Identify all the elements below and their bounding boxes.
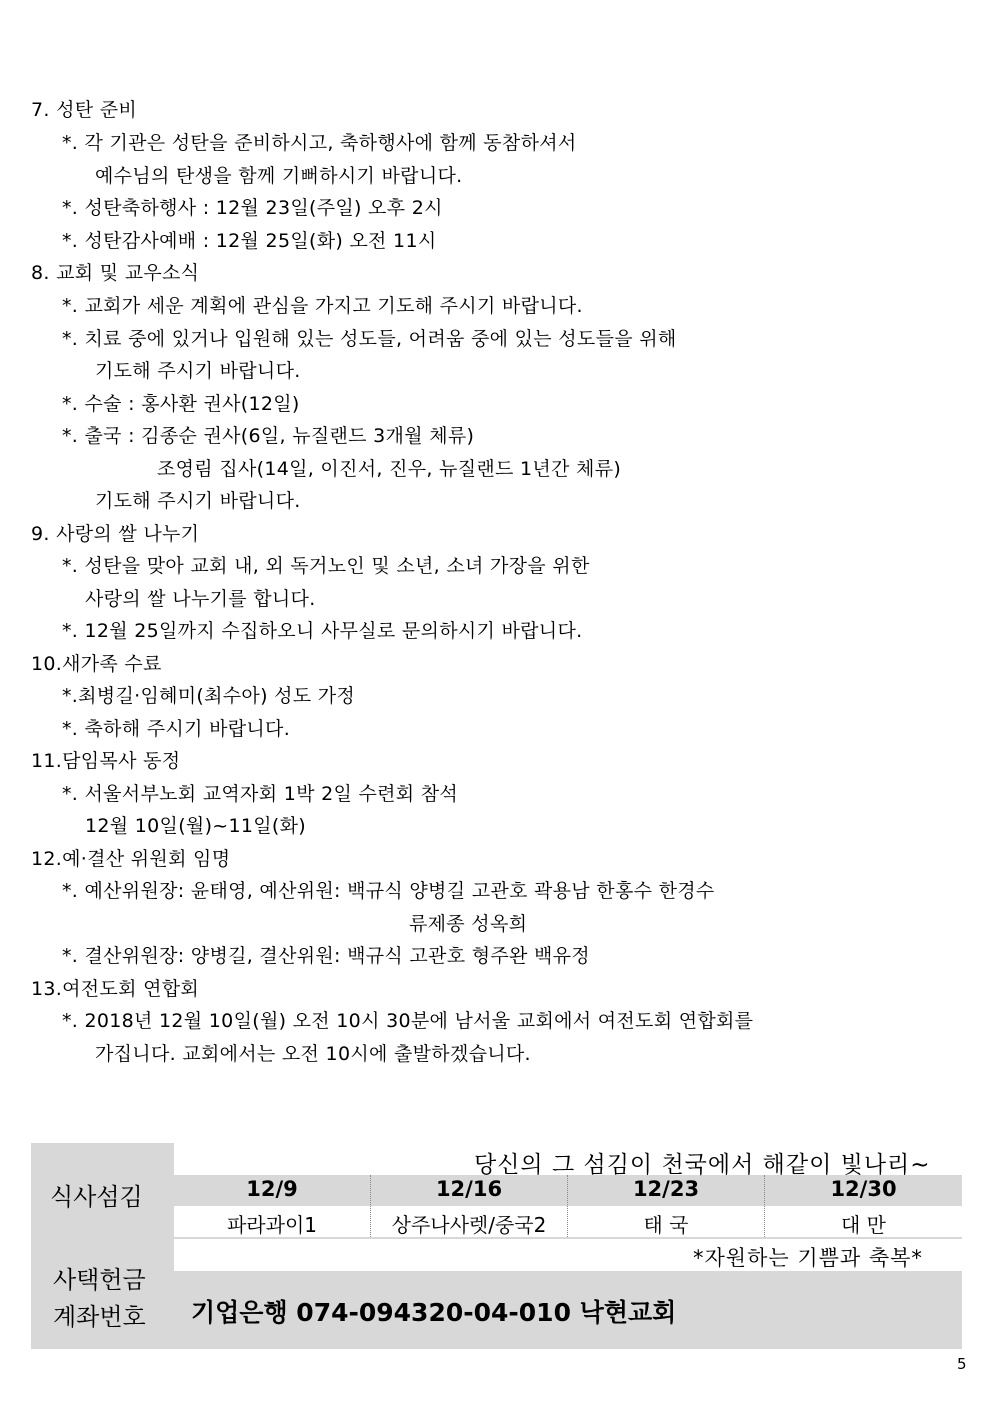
notice-line: *. 수술 : 홍사환 권사(12일) [62,393,300,415]
notice-line: 기도해 주시기 바랍니다. [95,360,301,382]
meal-date: 12/23 [632,1177,700,1201]
notice-line: *. 교회가 세운 계획에 관심을 가지고 기도해 주시기 바랍니다. [62,295,583,317]
notice-line: *. 성탄감사예배 : 12월 25일(화) 오전 11시 [62,230,437,252]
meal-date: 12/30 [830,1177,897,1201]
notice-line: *. 치료 중에 있거나 입원해 있는 성도들, 어려움 중에 있는 성도들을 위해 [62,328,677,350]
notice-line: 류제종 성옥희 [409,913,528,935]
notice-title-new-family: 10.새가족 수료 [31,653,162,675]
meal-date: 12/9 [246,1177,298,1201]
notice-line: *. 성탄을 맞아 교회 내, 외 독거노인 및 소년, 소녀 가장을 위한 [62,555,590,577]
notice-title-church-news: 8. 교회 및 교우소식 [31,262,200,284]
notice-title-womens-association: 13.여전도회 연합회 [31,978,200,1000]
notice-line: *. 결산위원장: 양병길, 결산위원: 백규식 고관호 형주완 백유정 [62,945,590,967]
notice-line: *. 출국 : 김종순 권사(6일, 뉴질랜드 3개월 체류) [62,425,475,447]
meal-server: 상주나사렛/중국2 [391,1213,547,1237]
motto-text: 당신의 그 섬김이 천국에서 해같이 빛나리~ [474,1152,931,1178]
meal-service-label: 식사섬김 [50,1183,143,1211]
notice-title-rice-sharing: 9. 사랑의 쌀 나누기 [31,523,200,545]
account-label: 계좌번호 [53,1303,146,1331]
notice-line: *. 각 기관은 성탄을 준비하시고, 축하행사에 함께 동참하셔서 [62,132,577,154]
notice-line: *. 예산위원장: 윤태영, 예산위원: 백규식 양병길 고관호 곽용남 한홍수 한경수 [62,880,715,902]
notice-line: 12월 10일(월)~11일(화) [85,815,307,837]
notice-line: 조영림 집사(14일, 이진서, 진우, 뉴질랜드 1년간 체류) [157,458,622,480]
meal-server: 파라과이1 [226,1213,317,1237]
notice-line: 가집니다. 교회에서는 오전 10시에 출발하겠습니다. [95,1043,531,1065]
meal-date: 12/16 [435,1177,503,1201]
notice-line: *. 축하해 주시기 바랍니다. [62,718,291,740]
notice-line: *. 12월 25일까지 수집하오니 사무실로 문의하시기 바랍니다. [62,620,583,642]
meal-server: 태 국 [643,1213,689,1237]
offering-note: *자원하는 기쁨과 축복* [693,1246,923,1270]
notice-title-christmas: 7. 성탄 준비 [31,99,138,121]
notice-line: *. 2018년 12월 10일(월) 오전 10시 30분에 남서울 교회에서 여전도회 연합회를 [62,1010,754,1032]
meal-server: 대 만 [841,1213,886,1237]
notice-line: 기도해 주시기 바랍니다. [95,490,301,512]
notice-line: *. 성탄축하행사 : 12월 23일(주일) 오후 2시 [62,197,443,219]
notice-line: 사랑의 쌀 나누기를 합니다. [85,588,316,610]
offering-label: 사택헌금 [53,1266,146,1294]
notice-title-budget-committee: 12.예·결산 위원회 임명 [31,848,231,870]
notice-line: 예수님의 탄생을 함께 기뻐하시기 바랍니다. [95,165,463,187]
notice-title-pastor-news: 11.담임목사 동정 [31,750,181,772]
notice-line: *.최병길·임혜미(최수아) 성도 가정 [62,685,356,707]
notice-line: *. 서울서부노회 교역자회 1박 2일 수련회 참석 [62,783,459,805]
bank-account: 기업은행 074-094320-04-010 낙현교회 [191,1298,677,1327]
footer-box [31,1143,962,1349]
page-number: 5 [957,1355,967,1373]
